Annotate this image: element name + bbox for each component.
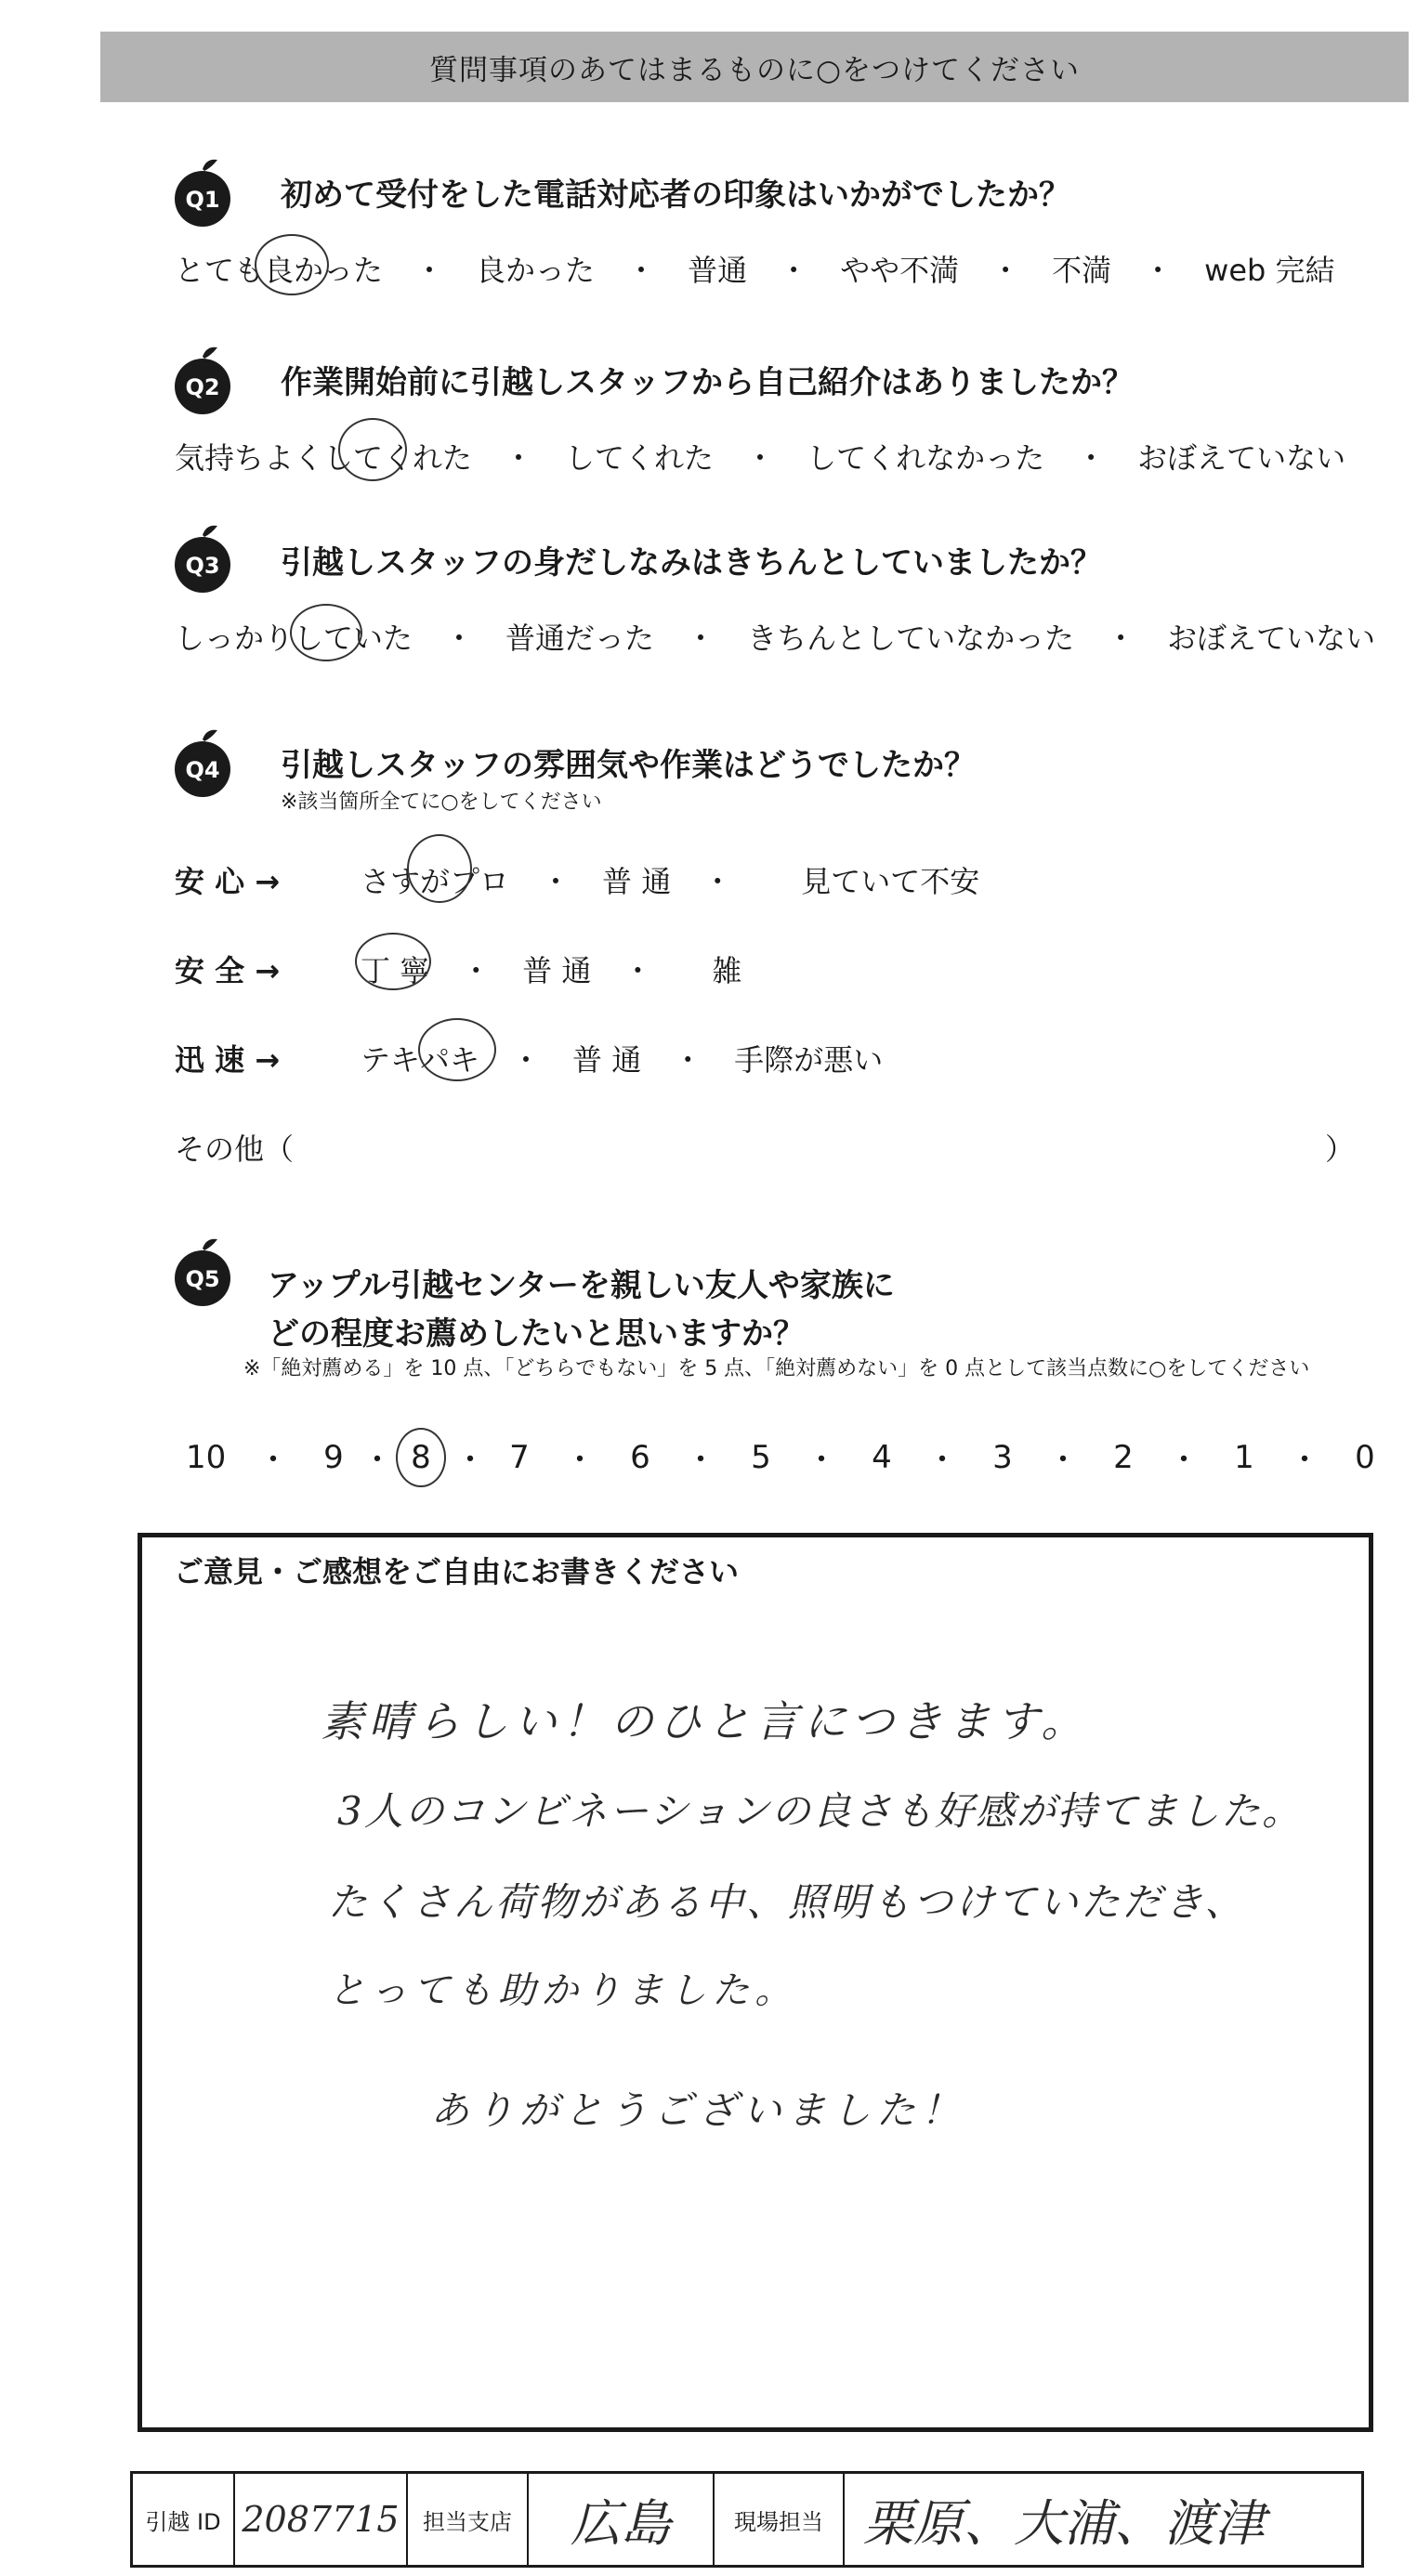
q4-note: ※該当箇所全てに○をしてください <box>281 791 602 814</box>
question-4 <box>165 726 1392 1191</box>
q1-question: 初めて受付をした電話対応者の印象はいかがでしたか？ <box>281 177 1070 214</box>
q4-row2-option-3[interactable]: 雑 <box>712 953 742 988</box>
separator: ・ <box>702 864 733 899</box>
q3-option-2[interactable]: 普通だった <box>505 621 655 656</box>
q3-option-4[interactable]: おぼえていない <box>1167 621 1376 656</box>
comment-line-2: 3人のコンビネーションの良さも好感が持てました。 <box>337 1788 1304 1834</box>
separator: ・ <box>504 440 534 476</box>
separator: ・ <box>623 953 653 988</box>
separator: ・ <box>626 253 657 288</box>
q4-other-label: その他（ <box>175 1131 295 1167</box>
q3-question: 引越しスタッフの身だしなみはきちんとしていましたか？ <box>281 544 1102 582</box>
separator: ・ <box>461 953 492 988</box>
q2-badge-icon <box>165 344 240 418</box>
q4-row2-option-1[interactable]: 丁 寧 <box>361 948 429 990</box>
q3-options <box>175 615 1375 658</box>
footer-staff-value: 栗原、大浦、渡津 <box>863 2493 1265 2553</box>
q3-option-3[interactable]: きちんとしていなかった <box>747 621 1075 656</box>
separator: ・ <box>926 1442 958 1479</box>
separator: ・ <box>1076 440 1107 476</box>
separator: ・ <box>361 1442 393 1479</box>
separator: ・ <box>454 1442 486 1479</box>
footer-branch-label: 担当支店 <box>423 2508 512 2535</box>
q5-badge-label: Q5 <box>185 1266 220 1292</box>
separator: ・ <box>541 864 571 899</box>
comment-line-3: たくさん荷物がある中、照明もつけていただき、 <box>328 1879 1247 1925</box>
score-1[interactable]: 1 <box>1234 1438 1254 1476</box>
separator: ・ <box>564 1442 596 1479</box>
q4-row2-option-2[interactable]: 普 通 <box>522 953 592 988</box>
q2-question: 作業開始前に引越しスタッフから自己紹介はありましたか？ <box>281 364 1134 401</box>
separator: ・ <box>444 621 475 656</box>
score-0[interactable]: 0 <box>1355 1438 1375 1476</box>
separator: ・ <box>1047 1442 1079 1479</box>
footer-id-value: 2087715 <box>242 2499 400 2540</box>
footer-staff-label: 現場担当 <box>734 2508 823 2535</box>
separator: ・ <box>745 440 776 476</box>
q4-row1-option-3[interactable]: 見ていて不安 <box>801 864 980 899</box>
footer-staff-value-cell[interactable] <box>845 2474 1361 2565</box>
comment-line-5: ありがとうございました！ <box>430 2087 966 2133</box>
separator: ・ <box>1168 1442 1200 1479</box>
score-9[interactable]: 9 <box>323 1438 344 1476</box>
comment-title: ご意見・ご感想をご自由にお書きください <box>174 1554 740 1589</box>
q1-option-2[interactable]: 良かった <box>476 253 596 288</box>
score-3[interactable]: 3 <box>992 1438 1013 1476</box>
q4-row-label: 安 全 → <box>175 953 281 988</box>
q5-question-line1: アップル引越センターを親しい友人や家族に <box>268 1267 895 1304</box>
q1-option-1[interactable]: とても良かった <box>175 247 383 290</box>
footer-id-label: 引越 ID <box>145 2508 221 2535</box>
q5-question-line2: どの程度お薦めしたいと思いますか？ <box>268 1315 805 1353</box>
footer-id-value-cell[interactable] <box>235 2474 408 2565</box>
q2-badge-label: Q2 <box>185 374 220 400</box>
separator: ・ <box>673 1042 703 1078</box>
q2-option-1[interactable]: 気持ちよくしてくれた <box>175 435 472 477</box>
separator: ・ <box>511 1042 542 1078</box>
q4-row1-option-2[interactable]: 普 通 <box>602 864 672 899</box>
q4-row-jinsoku <box>175 1037 883 1079</box>
q1-option-5[interactable]: 不満 <box>1052 253 1112 288</box>
q2-option-3[interactable]: してくれなかった <box>807 440 1045 476</box>
q1-options <box>175 247 1335 290</box>
separator: ・ <box>414 253 445 288</box>
score-8[interactable]: 8 <box>411 1439 431 1476</box>
q4-row3-option-3[interactable]: 手際が悪い <box>734 1042 884 1078</box>
q4-row-label: 安 心 → <box>175 864 281 899</box>
q2-option-2[interactable]: してくれた <box>565 440 715 476</box>
q5-badge-icon <box>165 1236 240 1310</box>
comment-line-4: とっても助かりました。 <box>328 1969 798 2012</box>
separator: ・ <box>685 1442 716 1479</box>
separator: ・ <box>1106 621 1136 656</box>
q3-badge-icon <box>165 522 240 596</box>
q3-option-1[interactable]: しっかりしていた <box>175 615 413 658</box>
score-10[interactable]: 10 <box>186 1438 227 1476</box>
score-2[interactable]: 2 <box>1113 1438 1134 1476</box>
q4-row1-option-1[interactable]: さすがプロ <box>361 858 509 901</box>
separator: ・ <box>686 621 716 656</box>
footer-staff-label-cell <box>715 2474 845 2565</box>
question-5 <box>165 1228 1392 1488</box>
q4-badge-icon <box>165 726 240 801</box>
separator: ・ <box>991 253 1021 288</box>
footer-branch-value: 広島 <box>571 2493 671 2553</box>
score-4[interactable]: 4 <box>872 1438 892 1476</box>
separator: ・ <box>257 1442 289 1479</box>
question-1 <box>165 156 1392 295</box>
q1-badge-label: Q1 <box>185 187 220 213</box>
question-3 <box>165 522 1392 661</box>
footer-branch-value-cell[interactable] <box>529 2474 715 2565</box>
score-5[interactable]: 5 <box>751 1438 771 1476</box>
q4-row3-option-1[interactable]: テキパキ <box>361 1037 479 1079</box>
footer-table <box>130 2471 1364 2568</box>
q1-badge-icon <box>165 156 240 230</box>
footer-id-label-cell <box>133 2474 235 2565</box>
q4-other <box>175 1126 294 1169</box>
q4-row-label: 迅 速 → <box>175 1042 281 1078</box>
q5-note: ※「絶対薦める」を 10 点、「どちらでもない」を 5 点、「絶対薦めない」を 0 点として該当点数に○をしてください <box>243 1357 1310 1380</box>
separator: ・ <box>806 1442 837 1479</box>
q1-option-4[interactable]: やや不満 <box>840 253 960 288</box>
survey-header <box>100 32 1409 102</box>
question-2 <box>165 344 1392 483</box>
q4-row-anshin <box>175 858 979 901</box>
q4-badge-label: Q4 <box>185 757 220 783</box>
q2-option-4[interactable]: おぼえていない <box>1137 440 1346 476</box>
comment-box[interactable] <box>138 1533 1373 2432</box>
separator: ・ <box>1289 1442 1320 1479</box>
q3-badge-label: Q3 <box>185 553 220 579</box>
score-7[interactable]: 7 <box>509 1438 530 1476</box>
q1-option-6[interactable]: web 完結 <box>1204 253 1335 288</box>
survey-header-title: 質問事項のあてはまるものに○をつけてください <box>428 53 1081 87</box>
separator: ・ <box>1143 253 1174 288</box>
score-6[interactable]: 6 <box>630 1438 650 1476</box>
footer-branch-label-cell <box>408 2474 529 2565</box>
separator: ・ <box>779 253 809 288</box>
comment-line-1: 素晴らしい！のひと言につきます。 <box>321 1696 1090 1746</box>
q4-other-close: ） <box>1325 1131 1356 1167</box>
q5-scores <box>186 1434 1375 1480</box>
q2-options <box>175 435 1345 477</box>
q4-row3-option-2[interactable]: 普 通 <box>572 1042 642 1078</box>
q1-option-3[interactable]: 普通 <box>688 253 748 288</box>
q4-row-anzen <box>175 948 741 990</box>
q4-question: 引越しスタッフの雰囲気や作業はどうでしたか？ <box>281 747 976 784</box>
